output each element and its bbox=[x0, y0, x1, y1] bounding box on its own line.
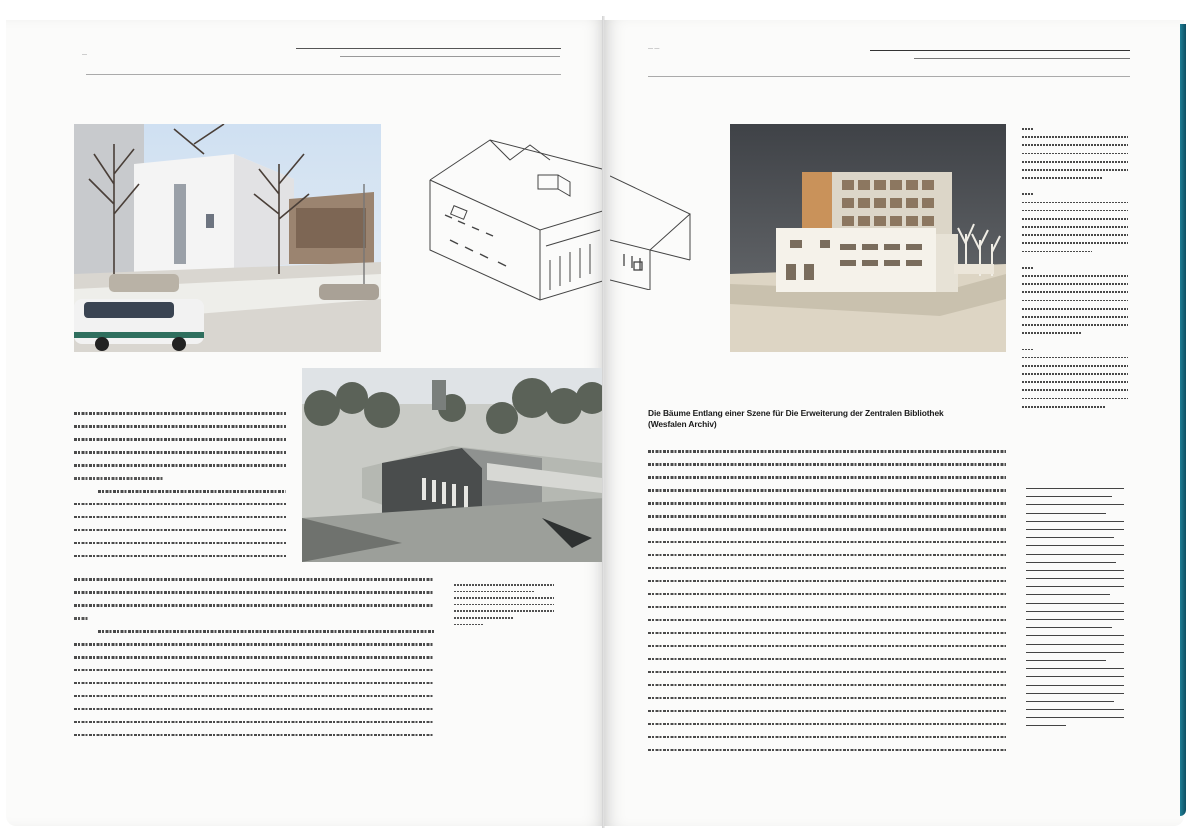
sidebar-notes bbox=[1022, 128, 1128, 414]
architectural-model-photo bbox=[730, 124, 1006, 352]
header-rule-3 bbox=[86, 74, 561, 75]
sidebar-rule-list bbox=[1026, 488, 1124, 734]
axonometric-sketch-left bbox=[420, 130, 606, 310]
article-heading: Die Bäume Entlang einer Szene für Die Erweiterung der Zentralen Bibliothek (Wesfalen Archiv) bbox=[648, 408, 944, 429]
right-page bbox=[604, 20, 1184, 826]
left-column-text-lower bbox=[74, 578, 434, 747]
right-body-text bbox=[648, 450, 1006, 762]
header-rule-right-1 bbox=[870, 50, 1130, 51]
axonometric-sketch-right bbox=[610, 170, 700, 290]
header-rule-right-3 bbox=[648, 76, 1130, 77]
aerial-caption bbox=[454, 584, 554, 630]
street-photo bbox=[74, 124, 381, 352]
aerial-rendering bbox=[302, 368, 604, 562]
header-rule-1 bbox=[296, 48, 561, 49]
header-rule-right-2 bbox=[914, 58, 1130, 59]
left-column-text-upper bbox=[74, 412, 286, 568]
right-page-number: — — bbox=[648, 46, 660, 52]
page-edge-accent bbox=[1180, 24, 1186, 816]
header-rule-2 bbox=[340, 56, 560, 57]
left-page-number: — bbox=[82, 52, 87, 58]
left-page bbox=[6, 20, 606, 826]
